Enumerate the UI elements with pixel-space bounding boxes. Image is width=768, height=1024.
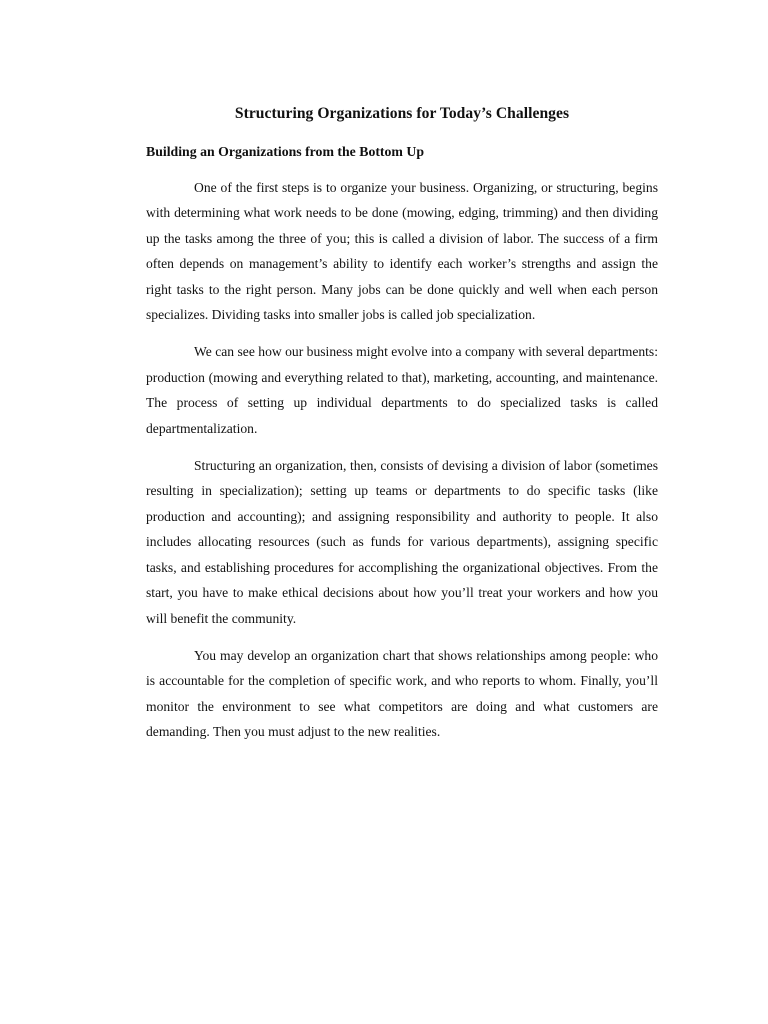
- document-body: [146, 104, 658, 745]
- section-heading: Building an Organizations from the Bottom Up: [146, 144, 425, 159]
- paragraph-departmentalization: We can see how our business might evolve into a company with several departments: production (mowing and everything related to that), marketing, accounting, and maintenance. The process of setting up individual departments to do specialized tasks is called departmentalization.: [146, 344, 658, 436]
- paragraph-organization-chart: You may develop an organization chart that shows relationships among people: who is accountable for the completion of specific work, and who reports to whom. Finally, you’ll monitor the environment to see what competitors are doing and what customers are demanding. Then you must adjust to the new realities.: [146, 647, 658, 740]
- paragraph-structuring: Structuring an organization, then, consists of devising a division of labor (sometimes resulting in specialization); setting up teams or departments to do specific tasks (like production and accounting); and assigning responsibility and authority to people. It also includes allocating resources (such as funds for various departments), assigning specific tasks, and establishing procedures for accomplishing the organizational objectives. From the start, you have to make ethical decisions about how you’ll treat your workers and how you will benefit the community.: [146, 458, 658, 626]
- document-title: Structuring Organizations for Today’s Challenges: [234, 105, 570, 122]
- paragraph-division-of-labor: One of the first steps is to organize your business. Organizing, or structuring, begins with determining what work needs to be done (mowing, edging, trimming) and then dividing up the tasks among the three of you; this is called a division of labor. The success of a firm often depends on management’s ability to identify each worker’s strengths and assign the right tasks to the right person. Many jobs can be done quickly and well when each person specializes. Dividing tasks into smaller jobs is called job specialization.: [146, 180, 658, 323]
